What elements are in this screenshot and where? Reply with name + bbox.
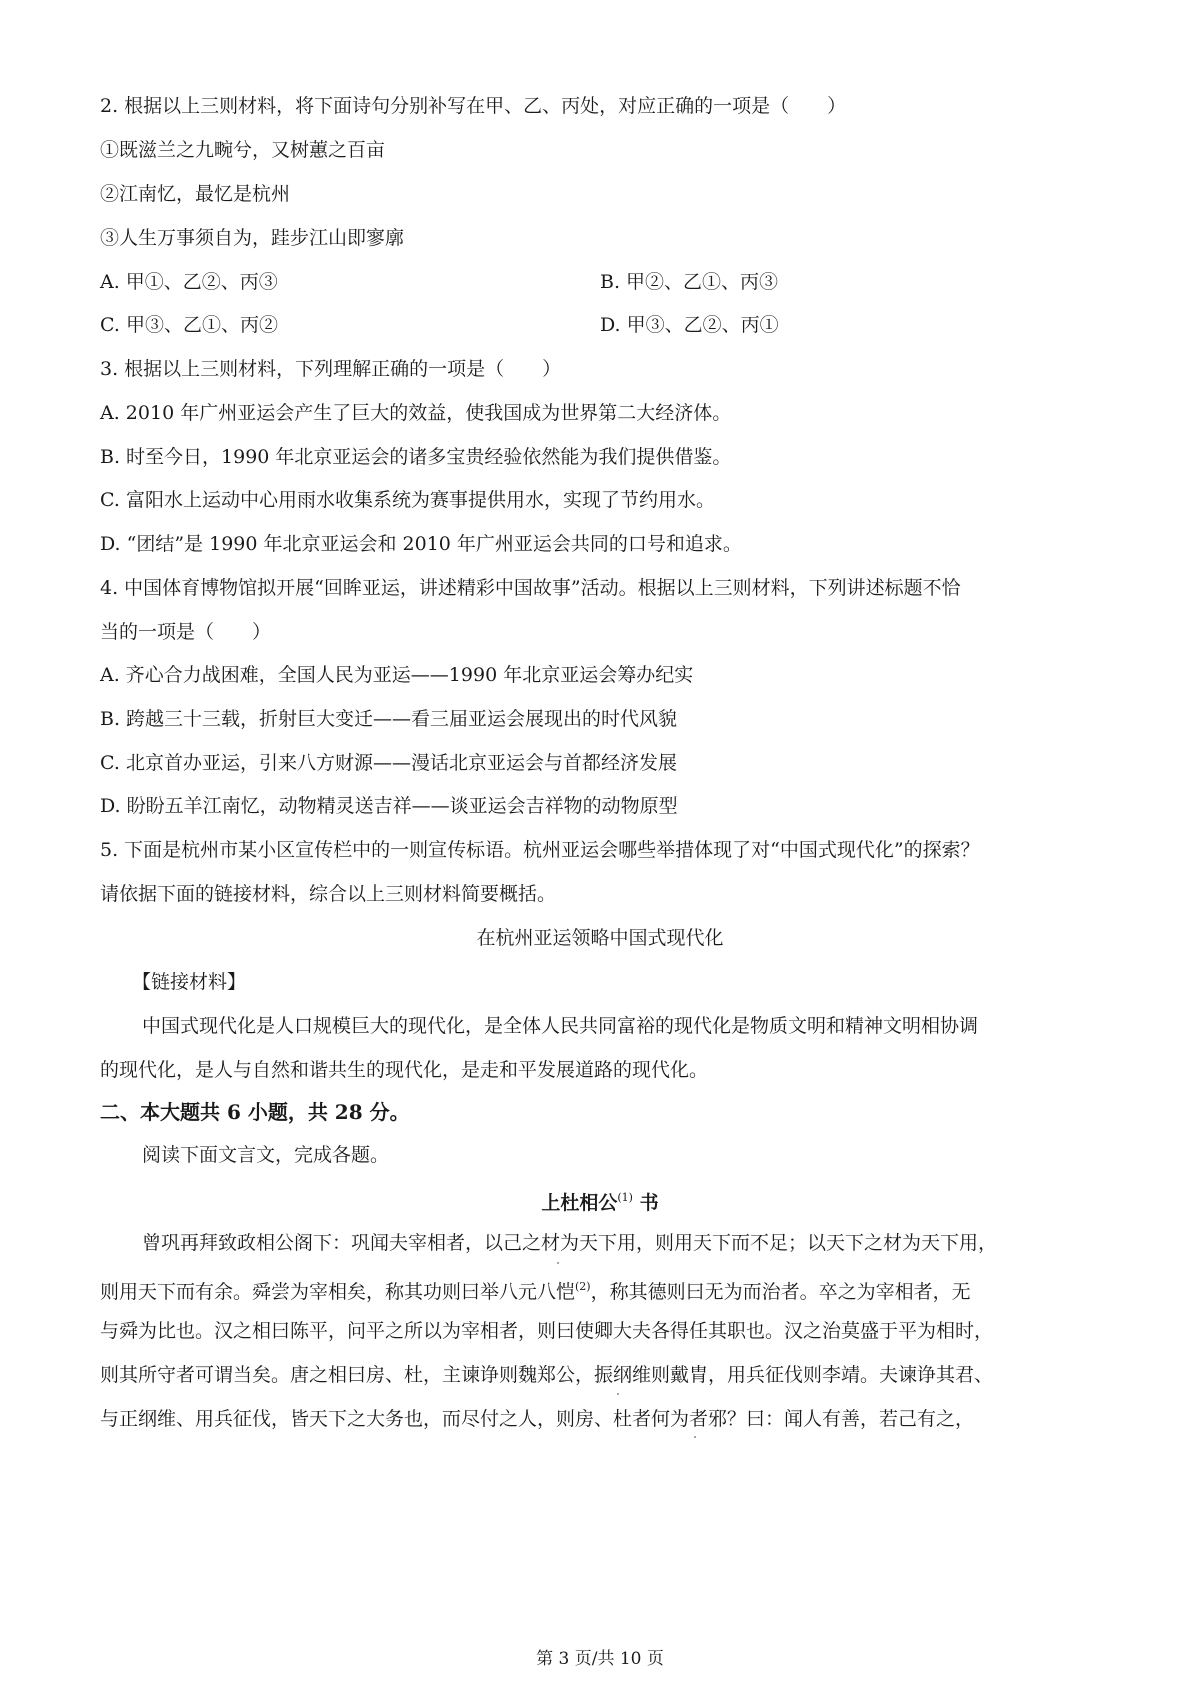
q2-option-c: C. 甲③、乙①、丙② <box>100 314 278 336</box>
q3-option-b: B. 时至今日，1990 年北京亚运会的诸多宝贵经验依然能为我们提供借鉴。 <box>100 446 732 468</box>
classical-title <box>0 1185 1200 1216</box>
q3-option-a: A. 2010 年广州亚运会产生了巨大的效益，使我国成为世界第二大经济体。 <box>100 402 732 424</box>
link-material-label: 【链接材料】 <box>132 971 247 993</box>
section-instruction: 阅读下面文言文，完成各题。 <box>142 1144 390 1166</box>
emphasis-dot <box>557 1262 559 1264</box>
q4-option-c: C. 北京首办亚运，引来八方财源——漫话北京亚运会与首都经济发展 <box>100 752 677 774</box>
q2-option-a: A. 甲①、乙②、丙③ <box>100 271 278 293</box>
section-heading: 二、本大题共 6 小题，共 28 分。 <box>100 1100 410 1124</box>
link-material-line-2: 的现代化，是人与自然和谐共生的现代化，是走和平发展道路的现代化。 <box>100 1059 709 1081</box>
q3-option-c: C. 富阳水上运动中心用雨水收集系统为赛事提供用水，实现了节约用水。 <box>100 489 715 511</box>
q4-option-a: A. 齐心合力战困难，全国人民为亚运——1990 年北京亚运会筹办纪实 <box>100 664 694 686</box>
page-footer: 第 3 页/共 10 页 <box>536 1649 664 1669</box>
q3-option-d: D. “团结”是 1990 年北京亚运会和 2010 年广州亚运会共同的口号和追求。 <box>100 533 742 555</box>
q4-option-d: D. 盼盼五羊江南忆，动物精灵送吉祥——谈亚运会吉祥物的动物原型 <box>100 795 678 817</box>
q4-option-b: B. 跨越三十三载，折射巨大变迁——看三届亚运会展现出的时代风貌 <box>100 708 678 730</box>
q4-stem-line-2: 当的一项是（ ） <box>100 621 272 643</box>
classical-line-3: 与舜为比也。汉之相曰陈平，问平之所以为宰相者，则曰使卿大夫各得任其职也。汉之治莫盛于平为相时， <box>100 1320 994 1342</box>
q2-line-1: ①既滋兰之九畹兮，又树蕙之百亩 <box>100 139 386 161</box>
q2-option-b: B. 甲②、乙①、丙③ <box>600 271 779 293</box>
emphasis-dot <box>617 1393 619 1395</box>
classical-line-2b: ，称其德则曰无为而治者。卒之为宰相者，无 <box>590 1281 971 1303</box>
classical-line-1: 曾巩再拜致政相公阁下：巩闻夫宰相者，以己之材为天下用，则用天下而不足；以天下之材为天下用， <box>142 1232 998 1254</box>
classical-line-2 <box>100 1274 971 1305</box>
q2-option-d: D. 甲③、乙②、丙① <box>600 314 779 336</box>
link-material-line-1: 中国式现代化是人口规模巨大的现代化，是全体人民共同富裕的现代化是物质文明和精神文明相协调 <box>142 1015 979 1037</box>
classical-line-5: 与正纲维、用兵征伐，皆天下之大务也，而尽付之人，则房、杜者何为者邪？曰：闻人有善，若己有之， <box>100 1408 975 1430</box>
emphasis-dot <box>694 1436 696 1438</box>
q2-line-3: ③人生万事须自为，跬步江山即寥廓 <box>100 227 405 249</box>
q5-stem-line-2: 请依据下面的链接材料，综合以上三则材料简要概括。 <box>100 883 557 905</box>
classical-note-2: (2) <box>575 1280 591 1293</box>
q2-line-2: ②江南忆，最忆是杭州 <box>100 183 291 205</box>
q4-stem-line-1: 4. 中国体育博物馆拟开展“回眸亚运，讲述精彩中国故事”活动。根据以上三则材料，下列讲述标题不恰 <box>100 577 961 599</box>
q5-stem-line-1: 5. 下面是杭州市某小区宣传栏中的一则宣传标语。杭州亚运会哪些举措体现了对“中国式现代化”的探索？ <box>100 839 980 861</box>
q2-stem: 2. 根据以上三则材料，将下面诗句分别补写在甲、乙、丙处，对应正确的一项是（ ） <box>100 95 847 117</box>
q3-stem: 3. 根据以上三则材料，下列理解正确的一项是（ ） <box>100 358 562 380</box>
classical-title-end: 书 <box>639 1192 659 1214</box>
classical-line-4: 则其所守者可谓当矣。唐之相曰房、杜，主谏诤则魏郑公，振纲维则戴胄，用兵征伐则李靖。夫谏诤其君、 <box>100 1364 994 1386</box>
classical-line-2a: 则用天下而有余。舜尝为宰相矣，称其功则曰举八元八恺 <box>100 1281 576 1303</box>
classical-title-main: 上杜相公 <box>541 1192 618 1214</box>
classical-title-note: (1) <box>617 1191 633 1204</box>
q5-slogan: 在杭州亚运领略中国式现代化 <box>476 927 724 949</box>
